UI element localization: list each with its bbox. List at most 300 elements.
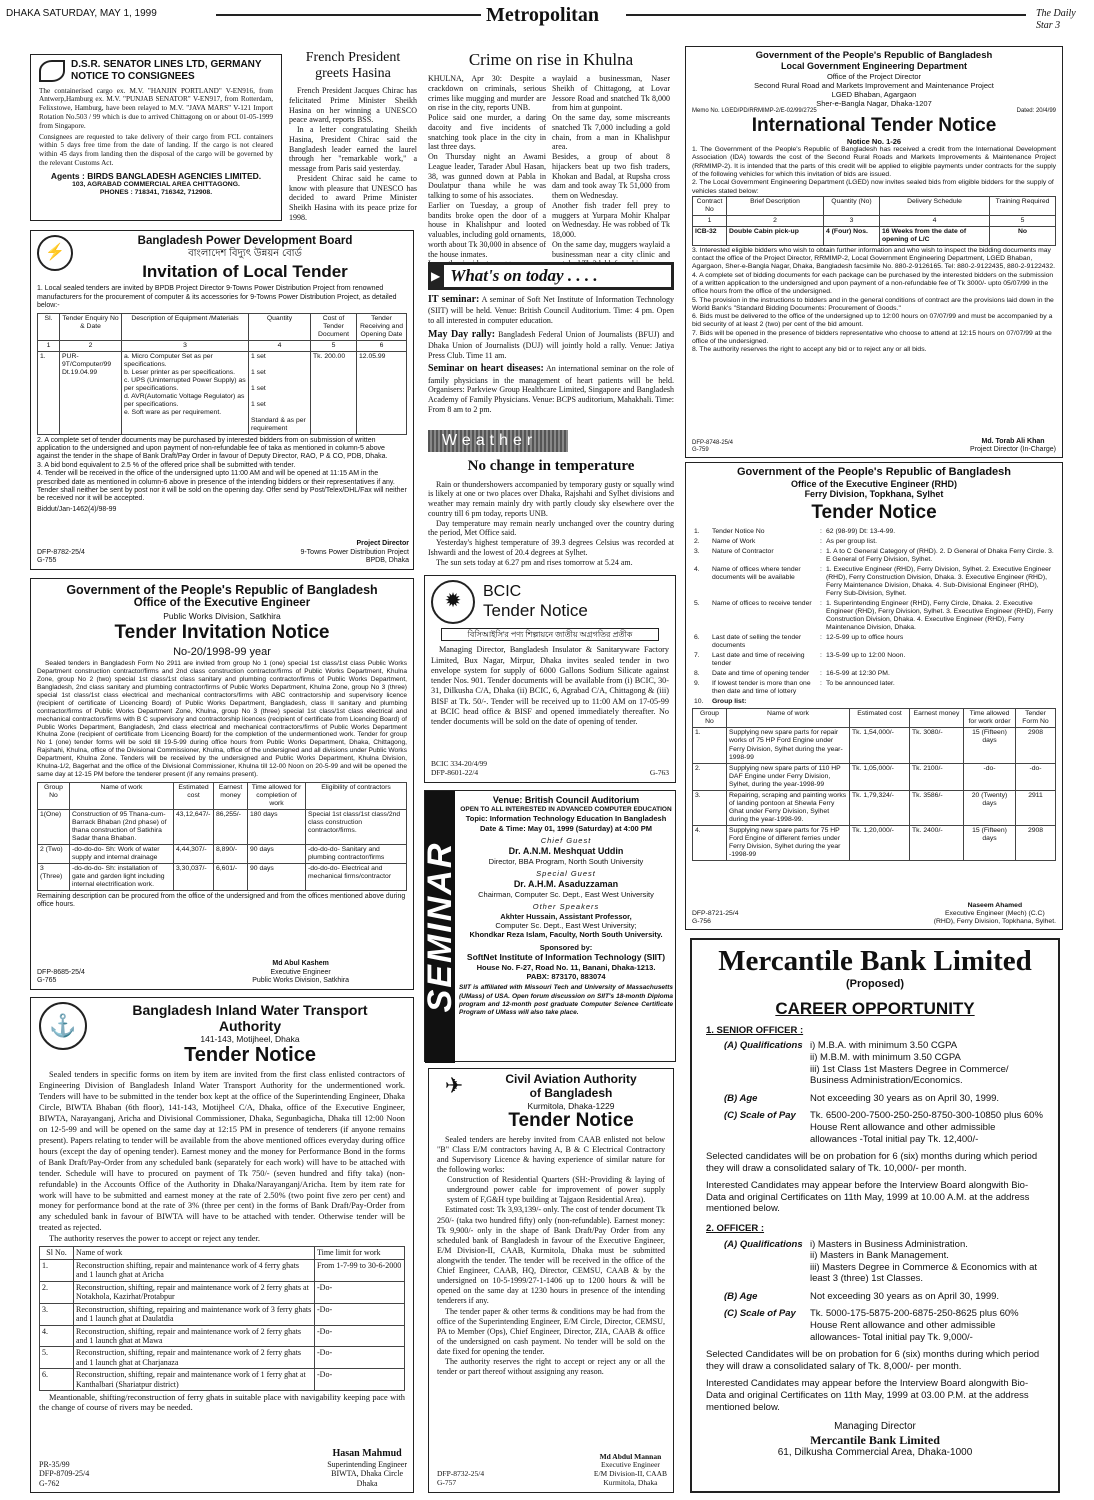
g-code: G-755	[37, 556, 57, 564]
contact-title: Managing Director	[834, 1421, 916, 1433]
ad-footer	[692, 437, 1056, 454]
table-cell: Double Cabin pick-up	[727, 226, 824, 245]
table-cell: 2.	[693, 763, 727, 790]
quantity-item: 1 set	[251, 352, 266, 360]
masthead-paper: The Daily Star 3	[1036, 8, 1076, 31]
satkhira-table	[37, 782, 407, 891]
tender-note: 3. A bid bond equivalent to 2.5 % of the offered price shall be submitted with tender.	[37, 461, 296, 469]
detail-value: 1. Superintending Engineer (RHD), Ferry Circle, Dhaka. 2. Executive Engineer (RHD), Ferry Division, Sylhet. 3. Executive Engineer (RHD), Ferry Construction Division, Dhaka. 4. Executive Engineer (RHD), Ferry Maintenance Division, Dhaka.	[826, 600, 1054, 632]
table-row	[38, 864, 407, 891]
seminar-open: OPEN TO ALL INTERESTED IN ADVANCED COMPUTER EDUCATION	[460, 806, 672, 814]
age-value: Not exceeding 30 years as on April 30, 1999.	[810, 1092, 1000, 1104]
bhaban: LGED Bhaban, Agargaon	[831, 90, 917, 100]
table-col-num: 1	[38, 340, 60, 351]
detail-row: 9. If lowest tender is more than one then date and time of lottery : To be announced later.	[692, 679, 1056, 697]
section-title: 2. OFFICER :	[706, 1223, 765, 1234]
sponsor-label: Sponsored by:	[539, 942, 593, 952]
qualifications-label: (A) Qualifications	[724, 1040, 803, 1052]
division-title: Public Works Division, Satkhira	[163, 610, 281, 621]
table-row	[40, 1259, 405, 1281]
detail-label: Last date and time of receiving tender	[712, 652, 805, 668]
tender-title: Invitation of Local Tender	[142, 261, 348, 281]
g-code: G-765	[37, 976, 57, 984]
tender-title: Tender Notice	[483, 601, 588, 621]
equipment-item: e. Soft ware as per requirement.	[124, 408, 222, 416]
lged-point: 5. The provision in the instructions to bidders and in the general conditions of contract are the provisions laid down in the World Bank's "Standard Bidding Documents: Procurement of Goods."	[692, 296, 1054, 312]
detail-label: Nature of Contractor	[712, 548, 774, 556]
detail-num: 3.	[694, 548, 700, 556]
tender-title: Tender Notice	[811, 502, 937, 524]
event-title: Seminar on heart diseases:	[428, 363, 544, 375]
bank-contact	[706, 1421, 1044, 1459]
table-cell: 3.	[40, 1303, 74, 1325]
tender-body: Sealed tenders in specific forms on item by item are invited from the first class enlisted contractors of Engineering Division of Bangladesh Inland Water Transport Authority for the undermentioned work. Tenders will have to be submitted in the tender box kept at the office of the Superintending Engineer, Dhaka Circle, BIWTA Bhaban (6th floor), 141-143, Motijheel C/A, Dhaka, office of the Executive Engineer, BIWTA, Narayanganj, Aricha and Divisional Commissioner, Dhaka, Segunbagicha, Dhaka till 12:00 Noon on 12-5-99 and will be opened on the same day at 12:15 PM in presence of tenderers (if anyone remains present). Papers relating to tender will be available from the above mentioned offices everyday during office hours (except the day of opening tender). Earnest money and the money for Performance Bond in the forms of Bank Draft/Pay-Order from any scheduled bank (separately for each work) will have to be attached with tender. Schedule will have to procured on payment of Tk 750/- (seven hundred and fifty taka) (non-refundable) in the Accounts Office of the Authority in Dhaka/Narayanganj/Aricha. Item by item rate for work will have to be submitted and earnest money at the rate of 2.50% (two point five zero per cent) and money for performance bond at the rate of 3% (three per cent) in the forms of Bank Draft/Pay-Order from any scheduled bank in favour of BIWTA will have to be attached with tender. Otherwise tender will be treated as rejected.	[39, 1070, 405, 1233]
memo-date: Dated: 20/4/99	[1016, 108, 1056, 115]
signatory-org: E/M Division-II, CAAB	[593, 1469, 667, 1479]
sponsor-name: SoftNet Institute of Information Technology (SIIT)	[466, 952, 666, 962]
tender-title: Tender Notice	[184, 1044, 316, 1067]
french-president-article	[289, 50, 417, 230]
memo-number: Biddut/Jan-1462(4)/98-99	[37, 505, 117, 513]
table-row	[40, 1347, 405, 1369]
table-cell: Tk. 200.00	[311, 351, 357, 434]
masthead-rule-left	[216, 14, 481, 16]
detail-value: 13-5-99 up to 12:00 Noon.	[826, 652, 906, 660]
table-row	[40, 1303, 405, 1325]
weather-article	[428, 430, 674, 570]
dfp-code: DFP-8601-22/4	[431, 768, 479, 778]
table-cell: Reconstruction shifting, repair and maintenance work of 4 ferry ghats and 1 launch ghat at Aricha	[74, 1259, 315, 1281]
detail-row: 1. Tender Notice No : 62 (98-99) Dt: 13-4-99.	[692, 527, 1056, 537]
table-header: Contract No	[693, 196, 727, 215]
table-header: Group No	[693, 709, 727, 728]
chief-guest-title: Director, BBA Program, North South University	[488, 856, 644, 866]
table-cell: ICB-32	[693, 226, 727, 245]
table-header: Earnest money	[214, 782, 248, 809]
detail-label: Date and time of opening tender	[712, 670, 810, 678]
article-paragraph: President Chirac said he came to know with pleasure that UNESCO has decided to award Prime Minister Sheikh Hasina with its peace prize for 1998.	[289, 173, 417, 222]
masthead	[6, 4, 1088, 30]
g-code: G-757	[437, 1478, 457, 1488]
whats-on-today	[428, 262, 674, 422]
table-header: Delivery Schedule	[880, 196, 990, 215]
table-cell	[249, 351, 311, 434]
table-cell: 2908	[1016, 728, 1056, 763]
ad-footer	[37, 960, 409, 986]
table-row	[38, 845, 407, 864]
satkhira-tender	[30, 578, 414, 990]
signatory-name: Hasan Mahmud	[332, 1447, 402, 1459]
table-cell: -do-do-do- Sh: Work of water supply and internal drainage	[70, 845, 174, 864]
detail-label: Last date of selling the tender documents	[712, 634, 802, 650]
lged-point: 7. Bids will be opened in the presence of bidders representative who choose to attend at 12:15 hours on 07/07/99 at the office of the undersigned.	[692, 329, 1052, 346]
dept-title: Local Government Engineering Department	[780, 61, 968, 72]
table-header: Estimated cost	[174, 782, 214, 809]
table-cell: -do-do-do- Electrical and mechanical firms/contractor	[306, 864, 407, 891]
probation-note: Selected Candidates will be on probation for 6 (six) months during which period they will draw a consolidated salary of Tk. 8,000/- per month.	[706, 1349, 1040, 1372]
article-paragraph: Yesterday's highest temperature of 39.3 degrees Celsius was recorded at Ishwardi and the lowest of 20.4 degrees at Sylhet.	[428, 538, 674, 557]
table-row	[693, 728, 1056, 763]
dsr-senator-notice	[30, 54, 282, 221]
reserve-note: The authority reserves the power to accept or reject any tender.	[49, 1234, 260, 1244]
table-col-num: 2	[60, 340, 122, 351]
article-paragraph: Rain or thundershowers accompanied by temporary gusty or squally wind is likely at one or two places over Dhaka, Rajshahi and Sylhet divisions and weather may remain mainly dry with partly cloudy sky elsewhere over the country till 6 pm today, reports UNB.	[428, 479, 674, 518]
table-cell: PUR-9T/Computer/99 Dt.19.04.99	[60, 351, 122, 434]
seminar-content	[459, 795, 673, 1017]
table-cell: 15 (Fifteen) days	[964, 728, 1016, 763]
event-text: Bangladesh Federal Union of Journalists (BFUJ) and Dhaka Union of Journalists (DUJ) will jointly hold a rally. Venue: Jatiya Press Club. Time 11 am.	[428, 329, 674, 360]
table-cell: No	[990, 226, 1056, 245]
biwta-logo-icon: ⚓	[39, 1002, 87, 1050]
signature	[327, 1448, 407, 1488]
table-cell: Special 1st class/1st class/2nd class construction contractor/firms.	[306, 809, 407, 844]
table-cell: -do-do-do- Sh: installation of gate and garden light including internal electrification work.	[70, 864, 174, 891]
tender-note: 4. Tender will be received in the office of the undersigned upto 11:00 AM and will be opened at 11:15 AM in the prescribed date as mentioned in column-6 above in presence of the intending bidders or their representatives if any. Tender shall neither be sent by post nor it will be sold on the opening day. Offer send by Post/Telex/DHL/Fax will neither be received nor it will be accepted.	[37, 470, 407, 503]
signatory-title: Executive Engineer (Mech) (C.C)	[945, 909, 1045, 917]
pay-value: Tk. 6500-200-7500-250-250-8750-300-10850 plus 60% House Rent allowance and other admissible allowances -Total initial pay Tk. 12,400/-	[810, 1110, 1043, 1145]
pr-code: PR-35/99	[39, 1459, 70, 1469]
senior-officer-section	[706, 1025, 1044, 1215]
lged-paragraph: 2. The Local Government Engineering Department (LGED) now invites sealed bids from eligible bidders for the supply of vehicles stated below:	[692, 179, 1054, 195]
tender-body-4: The authority reserves the right to accept or reject any or all the tender or part thereof without assigning any reason.	[437, 1357, 665, 1377]
table-cell: 5.	[40, 1347, 74, 1369]
notice-number: Notice No. 1-26	[846, 137, 902, 147]
rhd-details	[692, 527, 1056, 707]
probation-note: Selected candidates will be on probation for 6 (six) months during which period they will draw a consolidated salary of Tk. 10,000/- per month.	[706, 1151, 1038, 1174]
table-cell: 15 (Fifteen) days	[964, 825, 1016, 860]
equipment-item: b. Leser printer as per specifications.	[124, 368, 236, 376]
other-speakers-label: Other Speakers	[532, 902, 600, 912]
arrow-icon: ▶	[431, 268, 441, 283]
chief-guest-label: Chief Guest	[540, 836, 592, 846]
caab-logo-icon: ✈	[444, 1073, 464, 1098]
bpdb-logo-icon: ⚡	[37, 235, 73, 271]
detail-num: 10.	[694, 698, 704, 706]
table-header: Sl No.	[40, 1247, 74, 1259]
signature	[970, 438, 1056, 455]
age-label: (B) Age	[724, 1290, 758, 1302]
event-item	[428, 329, 674, 361]
memo-number: BCIC 334-20/4/99	[431, 759, 488, 769]
detail-row: 4. Name of offices where tender documents will be available : 1. Executive Engineer (RHD), Ferry Division, Sylhet. 2. Executive Engineer (RHD), Ferry Construction Division, Dhaka. 3. Executive Engineer (RHD), Ferry Maintenance Division, Dhaka. 4. Sub-Divisional Engineer (RHD), Ferry Sub-Division, Sylhet.	[692, 565, 1056, 599]
table-cell: 16 Weeks from the date of opening of L/C	[880, 226, 990, 245]
bcic-logo-icon: ✹	[431, 580, 475, 624]
table-col-num: 3	[824, 215, 880, 226]
detail-label: Tender Notice No	[712, 528, 765, 536]
project-title: Second Rural Road and Markets Improvement and Maintenance Project	[754, 81, 994, 91]
detail-value	[824, 697, 1056, 707]
table-cell: Supplying new spare parts for 75 HP Ford Engine of different ferries under Ferry Division, Sylhet during the year -1998-99	[727, 825, 850, 860]
table-row	[40, 1325, 405, 1347]
special-guest-name: Dr. A.H.M. Asaduzzaman	[513, 878, 619, 889]
biwta-table	[39, 1246, 405, 1391]
table-row	[38, 809, 407, 844]
g-code: G-762	[39, 1478, 60, 1488]
detail-row: 6. Last date of selling the tender documents : 12-5-99 up to office hours	[692, 633, 1056, 651]
office-title: Office of the Executive Engineer	[133, 597, 311, 610]
table-cell: Reconstruction, shifting, repair and maintenance work of 1 ferry ghat at Kanthalbari (Shariatpur district)	[74, 1369, 315, 1391]
bank-proposed: (Proposed)	[845, 977, 905, 990]
dsr-title: D.S.R. SENATOR LINES LTD, GERMANY	[71, 59, 262, 70]
equipment-item: d. AVR(Automatic Voltage Regulator) as per specifications.	[124, 392, 245, 408]
lged-point: 8. The authority reserves the right to accept any bid or to reject any or all bids.	[692, 346, 927, 354]
article-paragraph: French President Jacques Chirac has felicitated Prime Minister Sheikh Hasina on her winning a UNESCO peace award, reports BSS.	[289, 86, 417, 125]
tender-body-3: The tender paper & other terms & conditions may be had from the office of the Superintending Engineer, E/M Circle, Director, CEMSU, PA to Member (Ops), Chief Engineer, Director, ZIA, CAAB & office of the undersigned on cash payment. No tender will be sold on the date fixed for opening the tender.	[437, 1306, 665, 1356]
detail-label: Name of offices where tender documents will be available	[712, 566, 801, 582]
table-cell: 4.	[40, 1325, 74, 1347]
table-cell: Repairing, scraping and painting works of landing pontoon at Shewla Ferry Ghat under Ferry Division, Sylhet during the year-1998-99.	[727, 790, 850, 825]
detail-row: 3. Nature of Contractor : 1. A to C General Category of (RHD). 2. D General of Dhaka Ferry Circle. 3. E General of Ferry Division, Sylhet.	[692, 547, 1056, 565]
lged-point: 6. Bids must be delivered to the office of the undersigned up to 12:00 hours on 07/07/99 and must be accompanied by a bid security of at least 2 (two) per cent of the bid amount.	[692, 313, 1053, 329]
signature	[300, 540, 409, 565]
detail-label: Name of Work	[712, 538, 756, 546]
table-header: Description of Equipment /Materials	[122, 313, 249, 340]
table-cell: 8,890/-	[214, 845, 248, 864]
whats-on-banner	[428, 262, 674, 290]
table-header: Estimated cost	[850, 709, 910, 728]
chief-guest-name: Dr. A.N.M. Meshquat Uddin	[508, 845, 624, 856]
dsr-agents: Agents : BIRDS BANGLADESH AGENCIES LIMITED.	[50, 170, 262, 181]
dsr-phones: PHONES : 718341, 716342, 712908.	[99, 188, 213, 196]
table-header: Name of work	[727, 709, 850, 728]
event-item	[428, 363, 674, 414]
seminar-ad	[420, 790, 676, 1062]
caab-tender	[428, 1068, 674, 1493]
signature	[252, 960, 349, 985]
section-title: 1. SENIOR OFFICER :	[706, 1024, 804, 1036]
signatory-title: Executive Engineer	[270, 968, 331, 976]
signatory-org: (RHD), Ferry Division, Topkhana, Sylhet.	[933, 917, 1056, 925]
khulna-article	[428, 50, 674, 259]
table-cell: 2 (Two)	[38, 845, 70, 864]
signatory-title: Project Director	[356, 540, 409, 548]
table-cell: Reconstruction, shifting, repair and maintenance work of 2 ferry ghats at Notakhola, Kazirhat/Protabpur	[74, 1281, 315, 1303]
officer-section	[706, 1223, 1044, 1413]
table-col-num: 4	[249, 340, 311, 351]
bpdb-org: Bangladesh Power Development Board	[137, 235, 353, 247]
table-cell: Tk. 3586/-	[910, 790, 964, 825]
detail-num: 1.	[694, 528, 700, 536]
dsr-body-2: Consignees are requested to take delivery of their cargo from FCL containers within 5 days free time from the date of landing. If the cargo is not cleared within 45 days from landing then the disposal of the cargo will be governed by the relevant Customs Act.	[39, 132, 273, 167]
other-speaker: Computer Sc. Dept., East West University;	[495, 920, 637, 930]
ad-footer	[431, 760, 669, 778]
equipment-item: c. UPS (Uninterrupted Power Supply) as per specifications.	[124, 376, 246, 392]
sponsor-address: House No. F-27, Road No. 11, Banani, Dhaka-1213.	[476, 962, 656, 972]
table-header: Brief Description	[727, 196, 824, 215]
bcic-tender	[424, 575, 676, 783]
seminar-vertical-text: SEMINAR	[420, 841, 459, 1013]
table-col-num: 1	[693, 215, 727, 226]
meanwhile-note: Meantionable, shifting/reconstruction of ferry ghats in suitable place with navigability keeping pace with the change of course of rivers may be needed.	[39, 1393, 405, 1413]
bpdb-table	[37, 313, 407, 435]
quantity-item: 1 set	[251, 400, 266, 408]
seminar-note: SIIT is affiliated with Missouri Tech and University of Massachusetts (UMass) of USA. Open forum discussion on SIIT's 18-month Diploma program and 12-month post graduate Computer Science Certificate Program of UMass will also take place.	[459, 984, 673, 1016]
event-text: An international seminar on the role of family physicians in the management of heart patients will be held. Organisers: Parkview Group Healthcare Limited, Singapore and Bangladesh Academy of Family Physicians. Venue: BCPS auditorium, Mahakhali. Time: From 8 am to 2 pm.	[428, 364, 675, 414]
qualification-item: i) Masters in Business Administration.	[810, 1238, 968, 1250]
g-code: G-759	[692, 446, 709, 453]
table-row	[38, 351, 407, 434]
work-description: Construction of Residential Quarters (SH:-Providing & laying of underground power cable for improvement of power supply system of F,G&H type building at Tajgaon Residential Area).	[447, 1175, 665, 1205]
memo-number: Memo No. LGED/PD/RRMIMP-2/E-02/99/2725	[692, 108, 817, 115]
detail-row: 2. Name of Work : As per group list.	[692, 537, 1056, 547]
table-cell: 90 days	[248, 845, 306, 864]
article-paragraph: In a letter congratulating Sheikh Hasina, President Chirac said the Bangladesh leader earned the laurel through her "remarkable work," a message from Paris said yesterday.	[289, 125, 417, 174]
masthead-section: Metropolitan	[486, 4, 599, 26]
table-cell: Tk. 3080/-	[910, 728, 964, 763]
table-header: Tender Receiving and Opening Date	[357, 313, 407, 340]
table-cell: -Do-	[315, 1303, 405, 1325]
signatory-name: Naseem Ahamed	[967, 901, 1023, 909]
signature	[934, 902, 1056, 926]
ad-footer	[437, 1451, 667, 1488]
event-title: IT seminar:	[428, 294, 480, 305]
table-header: Cost of Tender Document	[311, 313, 357, 340]
table-cell: 20 (Twenty) days	[964, 790, 1016, 825]
lged-points	[692, 247, 1056, 355]
office-title: Office of the Project Director	[826, 72, 922, 82]
tender-notes	[37, 437, 407, 504]
article-headline: Crime on rise in Khulna	[468, 50, 634, 69]
table-row	[693, 226, 1056, 245]
event-title: May Day rally:	[428, 328, 496, 340]
dfp-code: DFP-8709-25/4	[39, 1469, 90, 1479]
age-label: (B) Age	[724, 1092, 758, 1104]
table-cell: Reconstruction, shifting, repair and maintenance work of 2 ferry ghats and 1 launch ghat at Mawa	[74, 1325, 315, 1347]
seminar-date: Date & Time: May 01, 1999 (Saturday) at 4:00 PM	[479, 823, 652, 833]
seminar-vertical-banner	[420, 791, 459, 1063]
table-cell: 2908	[1016, 825, 1056, 860]
remaining-note: Remaining description can be procured from the office of the undersigned and from the offices mentioned above during office hours.	[37, 893, 406, 909]
special-guest-title: Chairman, Computer Sc. Dept., East West University	[478, 889, 654, 899]
dfp-code: DFP-8721-25/4	[692, 909, 739, 917]
table-cell: 1.	[38, 351, 60, 434]
rhd-tender	[685, 462, 1063, 930]
gov-title: Government of the People's Republic of Bangladesh	[755, 50, 993, 61]
detail-value: 12-5-99 up to office hours	[826, 634, 904, 642]
table-cell: Tk. 1,20,000/-	[850, 825, 910, 860]
detail-row	[692, 697, 1056, 707]
table-cell: 12.05.99	[357, 351, 407, 434]
tender-note: 2. A complete set of tender documents may be purchased by interested bidders from on submission of written application to the undersigned and upon payment of non-refundable fee of taka as mentioned in column-5 above against the tender in the shape of Bank Draft/Pay Order in favour of Deputy Director, RAO, P & CO, PDB, Dhaka.	[37, 436, 388, 461]
caab-address: Kurmitola, Dhaka-1229	[527, 1100, 615, 1111]
article-column: KHULNA, Apr 30: Despite a crackdown on criminals, serious crimes like mugging and murder are on rise in the city, reports UNB. Police said one murder, a daring dacoity and five incidents of snatching took place in the city in last three days. On Thursday night an Awami League leader, Tarader Abul Hasan, 38, was gunned down at Pabla in Doulatpur thana while he was talking to some of his associates. Earlier on Tuesday, a group of bandits broke open the door of a house in Khalishpur and looted valuables, including gold ornaments, worth about Tk 30,000 in absence of the house inmates.	[428, 74, 546, 259]
quantity-item: Standard & as per requirement	[251, 416, 306, 432]
weather-banner	[428, 430, 568, 452]
table-cell: 4,44,307/-	[174, 845, 214, 864]
qualification-item: iii) Masters Degree in Commerce & Economics with at least 3 (three) 1st Classes.	[810, 1261, 1038, 1285]
address: Sher-e-Bangla Nagar, Dhaka-1207	[816, 99, 932, 109]
table-col-num: 5	[990, 215, 1056, 226]
mercantile-bank-ad	[690, 938, 1060, 1493]
lged-point: 3. Interested eligible bidders who wish to obtain further information and who wish to inspect the bidding documents may contact the office of the Project Director, RRMIMP-2, Local Government Engineering Department, LGED Bhaban, Agargaon, Sher-e-Bangla Nagar, Dhaka, Bangladesh facsimile No. 880-2-9126165. Tel: 880-2-9122435, 880-2-9122432.	[692, 246, 1055, 271]
bcic-tagline: বিসিআইসি'র পণ্য শিল্পায়নে জাতীয় অগ্রগতির প্রতীক	[441, 628, 659, 641]
lged-tender	[685, 46, 1063, 458]
detail-value: 62 (98-99) Dt: 13-4-99.	[826, 528, 896, 536]
table-cell	[122, 351, 249, 434]
table-cell: 43,12,647/-	[174, 809, 214, 844]
career-heading: CAREER OPPORTUNITY	[775, 998, 975, 1018]
ad-footer	[37, 540, 409, 566]
dsr-address: 103, AGRABAD COMMERCIAL AREA CHITTAGONG.	[72, 180, 240, 188]
signatory-title: Executive Engineer	[600, 1460, 660, 1470]
table-row	[40, 1369, 405, 1391]
caab-org-2: of Bangladesh	[529, 1085, 613, 1100]
table-col-num: 6	[357, 340, 407, 351]
seminar-topic: Topic: Information Technology Education In Bangladesh	[465, 814, 667, 824]
detail-value: 1. Executive Engineer (RHD), Ferry Division, Sylhet. 2. Executive Engineer (RHD), Ferry Construction Division, Dhaka. 3. Executive Engineer (RHD), Ferry Maintenance Division, Dhaka. 4. Sub-Divisional Engineer (RHD), Ferry Sub-Division, Sylhet.	[826, 566, 1052, 598]
division-title: Ferry Division, Topkhana, Sylhet	[804, 489, 944, 500]
table-header: Eligibility of contractors	[306, 782, 407, 809]
tender-body: Sealed tenders are hereby invited from CAAB enlisted not below "B" Class E/M contractors having A, B & C Electrical Contractory and Supervisory Licence & having experience of similar nature for the following works:	[437, 1134, 665, 1174]
table-header: Time allowed for work order	[964, 709, 1016, 728]
rhd-group-table	[692, 708, 1056, 860]
table-cell: -do-do-do- Sanitary and plumbing contractor/firms	[306, 845, 407, 864]
article-paragraph: The sun sets today at 6.27 pm and rises tomorrow at 5.24 am.	[436, 557, 633, 567]
table-cell: Tk. 2400/-	[910, 825, 964, 860]
table-header: Training Required	[990, 196, 1056, 215]
detail-value: 16-5-99 at 12:30 PM.	[826, 670, 890, 678]
tender-intro: 1. Local sealed tenders are invited by BPDB Project Director 9-Towns Power Distribution Project from renowned manufacturers for the procurement of computer & its accessories for 9-Towns Power Distribution Project, as detailed below:-	[37, 285, 397, 310]
biwta-org-2: Authority	[218, 1018, 282, 1035]
table-header: Tender Form No	[1016, 709, 1056, 728]
signatory-title: Project Director (In-Charge)	[970, 445, 1056, 453]
table-cell: 6,601/-	[214, 864, 248, 891]
table-cell: 3.	[693, 790, 727, 825]
table-cell: Tk. 2100/-	[910, 763, 964, 790]
signatory-name: Md Abdul Mannan	[599, 1451, 662, 1461]
biwta-org: Bangladesh Inland Water Transport	[132, 1002, 368, 1018]
signature	[594, 1453, 667, 1488]
detail-value: To be announced later.	[826, 680, 895, 688]
table-header: Group No	[38, 782, 70, 809]
table-col-num: 2	[727, 215, 824, 226]
g-code: G-763	[649, 768, 669, 778]
dfp-code: DFP-8732-25/4	[437, 1469, 485, 1479]
table-cell: 180 days	[248, 809, 306, 844]
special-guest-label: Special Guest	[536, 869, 596, 879]
ad-footer	[39, 1447, 407, 1488]
dfp-code: DFP-8748-25/4	[692, 439, 734, 446]
tender-body-2: Estimated cost: Tk 3,93,139/- only. The cost of tender document Tk 250/- (taka two hundred fifty) only (non-refundable). Earnest money: Tk 9,900/- only in the shape of Bank Draft/Pay Order from any scheduled bank of Bangladesh in favour of the Executive Engineer, E/M Division-II, CAAB, Kurmitola, Dhaka must be submitted alongwith the tender. The tender will be received in the office of the Chief Engineer, CAAB, HQ, Director, CEMSU, CAAB & by the undersigned on 10-5-1999/27-1-1406 up to 1200 hours & will be opened on the same day at 1230 hours in presence of the intending tenderers if any.	[437, 1205, 665, 1306]
table-row	[693, 790, 1056, 825]
detail-num: 9.	[694, 680, 700, 688]
g-code: G-756	[692, 917, 711, 925]
caab-org: Civil Aviation Authority	[505, 1072, 637, 1086]
table-cell: 86,255/-	[214, 809, 248, 844]
table-header: Earnest money	[910, 709, 964, 728]
bpdb-org-bangla: বাংলাদেশ বিদ্যুৎ উন্নয়ন বোর্ড	[188, 248, 302, 260]
table-header: Time limit for work	[315, 1247, 405, 1259]
other-speaker: Akhter Hussain, Assistant Professor,	[500, 911, 632, 921]
table-cell: -Do-	[315, 1369, 405, 1391]
table-col-num: 4	[880, 215, 990, 226]
table-cell: 1.	[40, 1259, 74, 1281]
detail-row: 5. Name of offices to receive tender : 1. Superintending Engineer (RHD), Ferry Circle, Dhaka. 2. Executive Engineer (RHD), Ferry Division, Sylhet. 3. Executive Engineer (RHD), Ferry Construction Division, Dhaka. 4. Executive Engineer (RHD), Ferry Maintenance Division, Dhaka.	[692, 599, 1056, 633]
table-cell: -Do-	[315, 1325, 405, 1347]
table-header: Tender Enquiry No & Date	[60, 313, 122, 340]
qualification-item: i) M.B.A. with minimum 3.50 CGPA	[810, 1040, 958, 1052]
bcic-title: BCIC	[483, 582, 522, 600]
table-cell: Construction of 95 Thana-cum-Barrack Bhaban (2nd phase) of thana construction of Satkhira Sadar thana Bhaban.	[70, 809, 174, 844]
signatory-org: BPDB, Dhaka	[365, 556, 409, 564]
signatory-org: BIWTA, Dhaka Circle	[331, 1469, 404, 1479]
signatory-title: Superintending Engineer	[327, 1459, 407, 1469]
dsr-logo-icon	[39, 60, 65, 82]
biwta-address: 141-143, Motijheel, Dhaka	[200, 1034, 300, 1045]
table-row	[693, 763, 1056, 790]
tender-title: International Tender Notice	[751, 115, 997, 137]
tender-title: Tender Invitation Notice	[114, 621, 330, 643]
